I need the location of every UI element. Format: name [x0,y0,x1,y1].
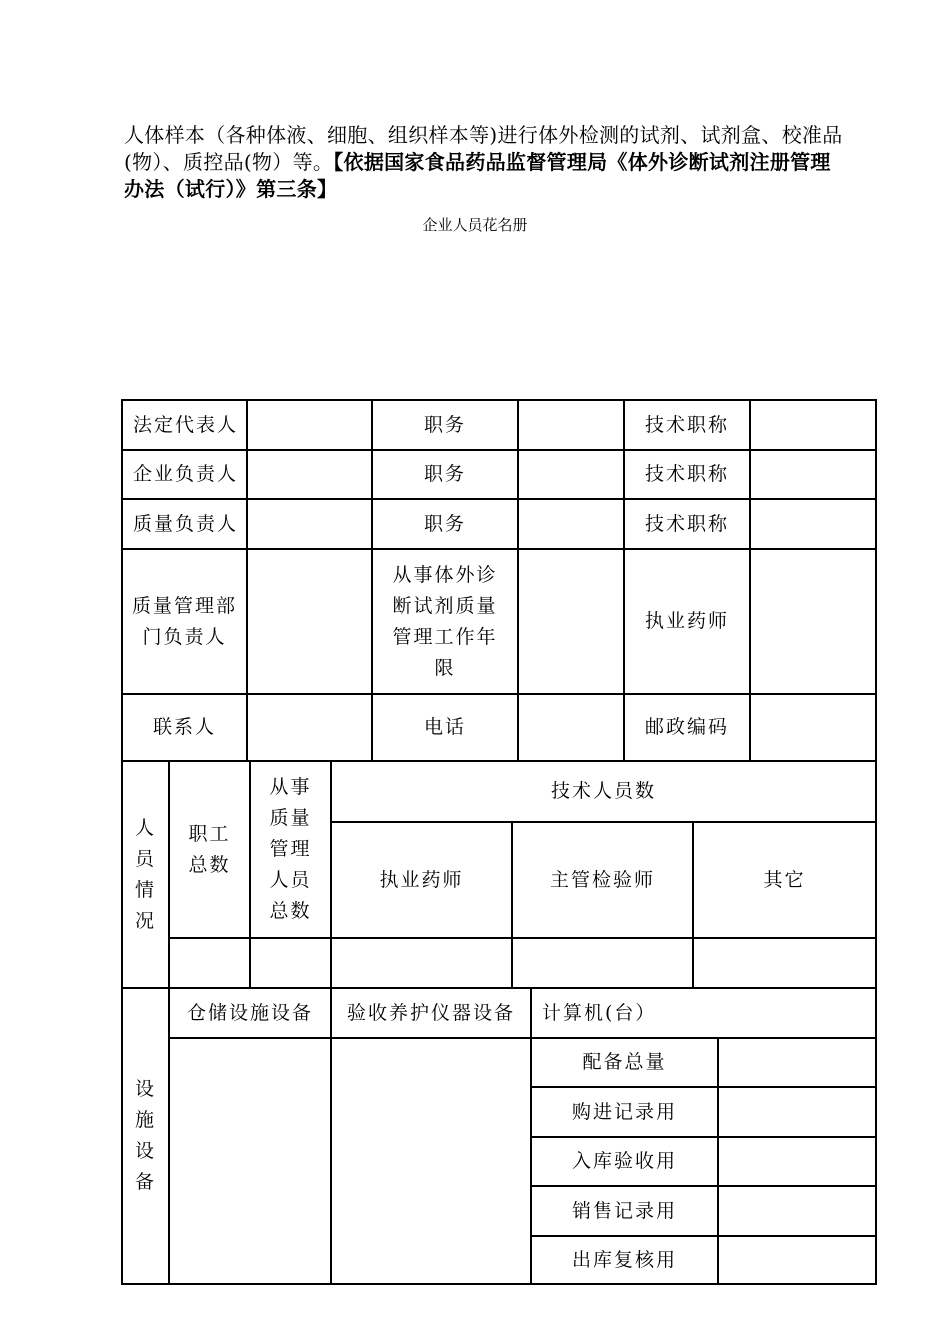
row-label: 质量负责人 [122,499,247,549]
tech-staff-header: 技术人员数 [331,761,876,822]
total-staff-label [169,761,250,938]
label-line: 人员 [269,869,312,891]
qa-dept-head-label [122,549,247,694]
position-label: 职务 [372,400,518,450]
personnel-side-label [122,761,169,988]
side-char: 情 [134,878,156,901]
side-char: 设 [134,1140,156,1162]
title-value[interactable] [750,450,876,499]
label-line: 职工 [188,822,231,845]
qa-years-label [372,549,518,694]
table-row [122,400,876,450]
computer-row-label: 销售记录用 [531,1186,718,1236]
postcode-value[interactable] [750,694,876,761]
intro-normal-text: 人体样本（各种体液、细胞、组织样本等)进行体外检测的试剂、试剂盒、校准品(物）、质控品(物）等。 [124,123,843,174]
position-label: 职务 [372,450,518,499]
computer-row-value[interactable] [718,1236,876,1284]
contact-value[interactable] [247,694,372,761]
position-value[interactable] [518,400,624,450]
side-char: 况 [134,909,156,932]
side-char: 人 [134,816,156,839]
inspection-value[interactable] [331,1038,531,1284]
computer-row-label: 入库验收用 [531,1137,718,1186]
computer-row-value[interactable] [718,1038,876,1087]
computer-row-label: 配备总量 [531,1038,718,1087]
storage-value[interactable] [169,1038,331,1284]
col-other: 其它 [693,822,876,938]
computer-row-value[interactable] [718,1186,876,1236]
title-label: 技术职称 [624,450,750,499]
contact-label: 联系人 [122,694,247,761]
title-label: 技术职称 [624,499,750,549]
label-line: 总数 [269,900,312,922]
title-value[interactable] [750,499,876,549]
computer-row-label: 购进记录用 [531,1087,718,1137]
computer-row-value[interactable] [718,1087,876,1137]
qm-staff-label [250,761,331,938]
label-line: 断试剂质量 [392,594,498,617]
position-label: 职务 [372,499,518,549]
table-row [122,761,876,822]
label-line: 管理 [269,838,312,860]
table-row [122,450,876,499]
total-staff-value[interactable] [169,938,250,988]
table-row [122,499,876,549]
label-line: 从事 [269,776,312,798]
title-value[interactable] [750,400,876,450]
computer-row-label: 出库复核用 [531,1236,718,1284]
intro-bold-title: 体外诊断试剂注册管理办法（试行）》第三条】 [124,150,831,201]
inspection-header: 验收养护仪器设备 [331,988,531,1038]
roster-title: 企业人员花名册 [422,216,528,234]
table-row [122,1038,876,1087]
computer-row-value[interactable] [718,1137,876,1186]
label-line: 总数 [188,853,231,876]
other-count-value[interactable] [693,938,876,988]
table-row [122,988,876,1038]
intro-paragraph [124,122,844,203]
qa-dept-head-value[interactable] [247,549,372,694]
qa-years-value[interactable] [518,549,624,694]
qm-staff-value[interactable] [250,938,331,988]
side-char: 施 [134,1109,156,1131]
col-pharmacist: 执业药师 [331,822,512,938]
quality-head-value[interactable] [247,499,372,549]
intro-bold-prefix: 【依据国家食品药品监督管理局《 [333,150,628,174]
label-line: 质量管理部 [131,594,237,617]
manager-value[interactable] [247,450,372,499]
side-char: 员 [134,847,156,870]
row-label: 企业负责人 [122,450,247,499]
personnel-table [121,760,877,989]
col-inspector: 主管检验师 [512,822,693,938]
label-line: 从事体外诊 [392,563,498,586]
label-line: 限 [434,656,456,679]
computer-header: 计算机(台） [531,988,876,1038]
storage-header: 仓储设施设备 [169,988,331,1038]
facilities-table [121,987,877,1285]
position-value[interactable] [518,499,624,549]
legal-rep-value[interactable] [247,400,372,450]
side-char: 设 [134,1078,156,1100]
responsible-persons-table [121,399,877,762]
pharmacist-value[interactable] [750,549,876,694]
pharmacist-label: 执业药师 [624,549,750,694]
row-label: 法定代表人 [122,400,247,450]
label-line: 门负责人 [142,625,227,648]
table-row [122,549,876,694]
facilities-side-label [122,988,169,1284]
postcode-label: 邮政编码 [624,694,750,761]
phone-label: 电话 [372,694,518,761]
label-line: 管理工作年 [392,625,498,648]
title-label: 技术职称 [624,400,750,450]
table-row [122,694,876,761]
pharmacist-count-value[interactable] [331,938,512,988]
phone-value[interactable] [518,694,624,761]
label-line: 质量 [269,807,312,829]
side-char: 备 [134,1171,156,1193]
table-row [122,938,876,988]
inspector-count-value[interactable] [512,938,693,988]
position-value[interactable] [518,450,624,499]
